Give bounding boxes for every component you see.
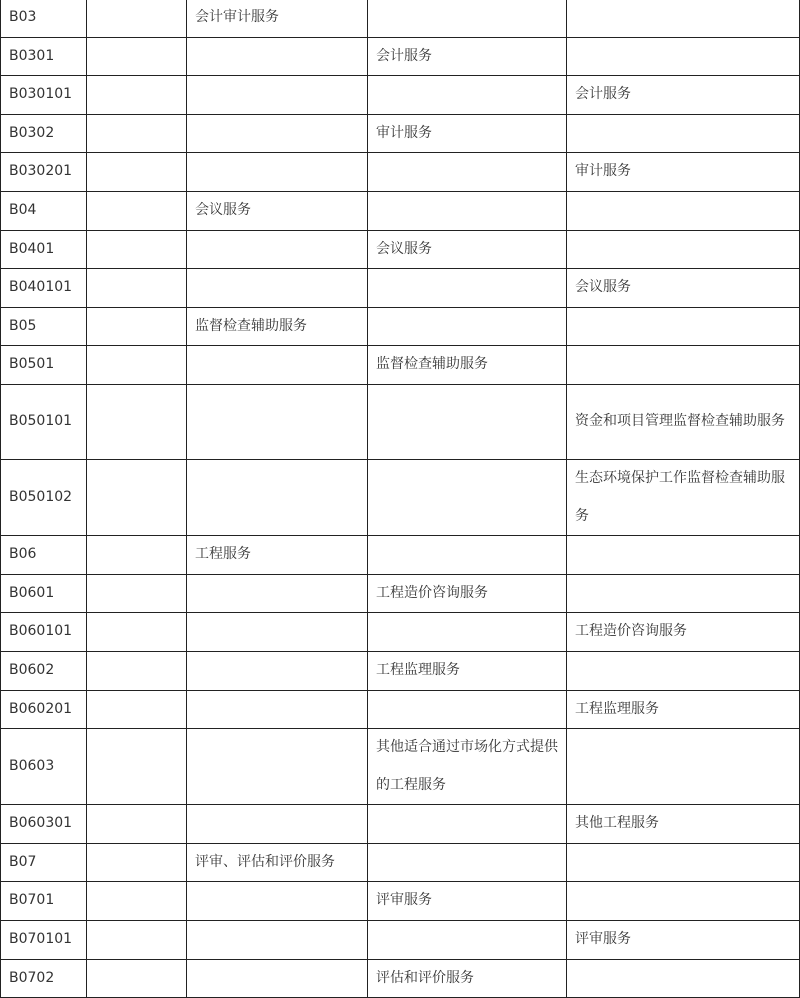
level2-cell [187, 805, 368, 844]
level1-cell [87, 269, 187, 308]
code-cell: B050102 [1, 459, 87, 535]
level1-cell [87, 613, 187, 652]
code-cell: B0603 [1, 729, 87, 805]
level4-cell: 评审服务 [567, 921, 800, 960]
level2-cell [187, 959, 368, 998]
level1-cell [87, 536, 187, 575]
level2-cell [187, 153, 368, 192]
level4-cell: 其他工程服务 [567, 805, 800, 844]
table-row [1, 0, 800, 37]
table-row [1, 346, 800, 385]
level3-cell: 工程造价咨询服务 [368, 574, 567, 613]
level4-cell: 工程造价咨询服务 [567, 613, 800, 652]
level1-cell [87, 882, 187, 921]
level4-cell: 会议服务 [567, 269, 800, 308]
level2-cell: 工程服务 [187, 536, 368, 575]
level3-cell [368, 191, 567, 230]
code-cell: B0601 [1, 574, 87, 613]
level3-cell [368, 153, 567, 192]
level2-cell [187, 459, 368, 535]
level2-cell [187, 37, 368, 76]
level2-cell [187, 346, 368, 385]
level4-cell [567, 307, 800, 346]
level1-cell [87, 729, 187, 805]
level1-cell [87, 959, 187, 998]
level1-cell [87, 805, 187, 844]
level4-cell [567, 346, 800, 385]
code-cell: B0602 [1, 651, 87, 690]
table-row [1, 384, 800, 459]
level3-cell [368, 921, 567, 960]
level3-cell [368, 0, 567, 37]
table-row [1, 690, 800, 729]
level4-cell [567, 651, 800, 690]
table-row [1, 651, 800, 690]
code-cell: B0302 [1, 114, 87, 153]
code-cell: B03 [1, 0, 87, 37]
table-row [1, 805, 800, 844]
level2-cell [187, 921, 368, 960]
level2-cell: 会计审计服务 [187, 0, 368, 37]
level4-cell [567, 114, 800, 153]
table-row [1, 536, 800, 575]
table-row [1, 153, 800, 192]
code-cell: B05 [1, 307, 87, 346]
code-cell: B06 [1, 536, 87, 575]
level3-cell: 会议服务 [368, 230, 567, 269]
level4-cell: 审计服务 [567, 153, 800, 192]
table-row [1, 269, 800, 308]
table-row [1, 843, 800, 882]
level2-cell [187, 384, 368, 459]
table-row [1, 959, 800, 998]
level2-cell [187, 613, 368, 652]
level4-cell [567, 843, 800, 882]
code-cell: B0701 [1, 882, 87, 921]
level4-cell: 工程监理服务 [567, 690, 800, 729]
level4-cell: 生态环境保护工作监督检查辅助服务 [567, 459, 800, 535]
table-row [1, 37, 800, 76]
level1-cell [87, 459, 187, 535]
level4-cell [567, 0, 800, 37]
table-row [1, 574, 800, 613]
level2-cell [187, 269, 368, 308]
code-cell: B070101 [1, 921, 87, 960]
level4-cell: 会计服务 [567, 76, 800, 115]
level4-cell [567, 882, 800, 921]
level3-cell: 审计服务 [368, 114, 567, 153]
level2-cell [187, 76, 368, 115]
level1-cell [87, 843, 187, 882]
level3-cell [368, 459, 567, 535]
level4-cell [567, 574, 800, 613]
level3-cell [368, 384, 567, 459]
code-cell: B04 [1, 191, 87, 230]
level1-cell [87, 37, 187, 76]
code-cell: B0501 [1, 346, 87, 385]
level1-cell [87, 0, 187, 37]
level3-cell [368, 76, 567, 115]
level1-cell [87, 384, 187, 459]
code-cell: B0702 [1, 959, 87, 998]
level1-cell [87, 153, 187, 192]
table-row [1, 307, 800, 346]
level4-cell [567, 536, 800, 575]
level2-cell [187, 882, 368, 921]
level2-cell [187, 729, 368, 805]
level2-cell [187, 230, 368, 269]
level3-cell [368, 843, 567, 882]
level3-cell: 工程监理服务 [368, 651, 567, 690]
level2-cell [187, 651, 368, 690]
level3-cell: 评估和评价服务 [368, 959, 567, 998]
table-row [1, 114, 800, 153]
level1-cell [87, 230, 187, 269]
level4-cell [567, 959, 800, 998]
level4-cell [567, 37, 800, 76]
level1-cell [87, 921, 187, 960]
level3-cell: 监督检查辅助服务 [368, 346, 567, 385]
table-row [1, 729, 800, 805]
code-cell: B0301 [1, 37, 87, 76]
level4-cell [567, 191, 800, 230]
code-cell: B050101 [1, 384, 87, 459]
level1-cell [87, 346, 187, 385]
code-cell: B060201 [1, 690, 87, 729]
level3-cell [368, 307, 567, 346]
code-cell: B060301 [1, 805, 87, 844]
code-cell: B0401 [1, 230, 87, 269]
level4-cell: 资金和项目管理监督检查辅助服务 [567, 384, 800, 459]
level3-cell: 评审服务 [368, 882, 567, 921]
level2-cell: 会议服务 [187, 191, 368, 230]
level1-cell [87, 651, 187, 690]
level4-cell [567, 729, 800, 805]
code-cell: B030201 [1, 153, 87, 192]
level2-cell [187, 574, 368, 613]
code-cell: B030101 [1, 76, 87, 115]
table-body [1, 0, 800, 998]
table-row [1, 230, 800, 269]
level2-cell: 评审、评估和评价服务 [187, 843, 368, 882]
table-row [1, 76, 800, 115]
level3-cell [368, 269, 567, 308]
level3-cell: 其他适合通过市场化方式提供的工程服务 [368, 729, 567, 805]
code-cell: B060101 [1, 613, 87, 652]
table-row [1, 191, 800, 230]
table-row [1, 921, 800, 960]
table-row [1, 882, 800, 921]
code-cell: B07 [1, 843, 87, 882]
level3-cell [368, 536, 567, 575]
level3-cell [368, 690, 567, 729]
code-cell: B040101 [1, 269, 87, 308]
level2-cell: 监督检查辅助服务 [187, 307, 368, 346]
table-row [1, 459, 800, 535]
level1-cell [87, 574, 187, 613]
level3-cell [368, 805, 567, 844]
level1-cell [87, 191, 187, 230]
level2-cell [187, 114, 368, 153]
level3-cell: 会计服务 [368, 37, 567, 76]
level1-cell [87, 690, 187, 729]
level4-cell [567, 230, 800, 269]
level2-cell [187, 690, 368, 729]
level1-cell [87, 76, 187, 115]
level1-cell [87, 114, 187, 153]
level3-cell [368, 613, 567, 652]
level1-cell [87, 307, 187, 346]
table-row [1, 613, 800, 652]
